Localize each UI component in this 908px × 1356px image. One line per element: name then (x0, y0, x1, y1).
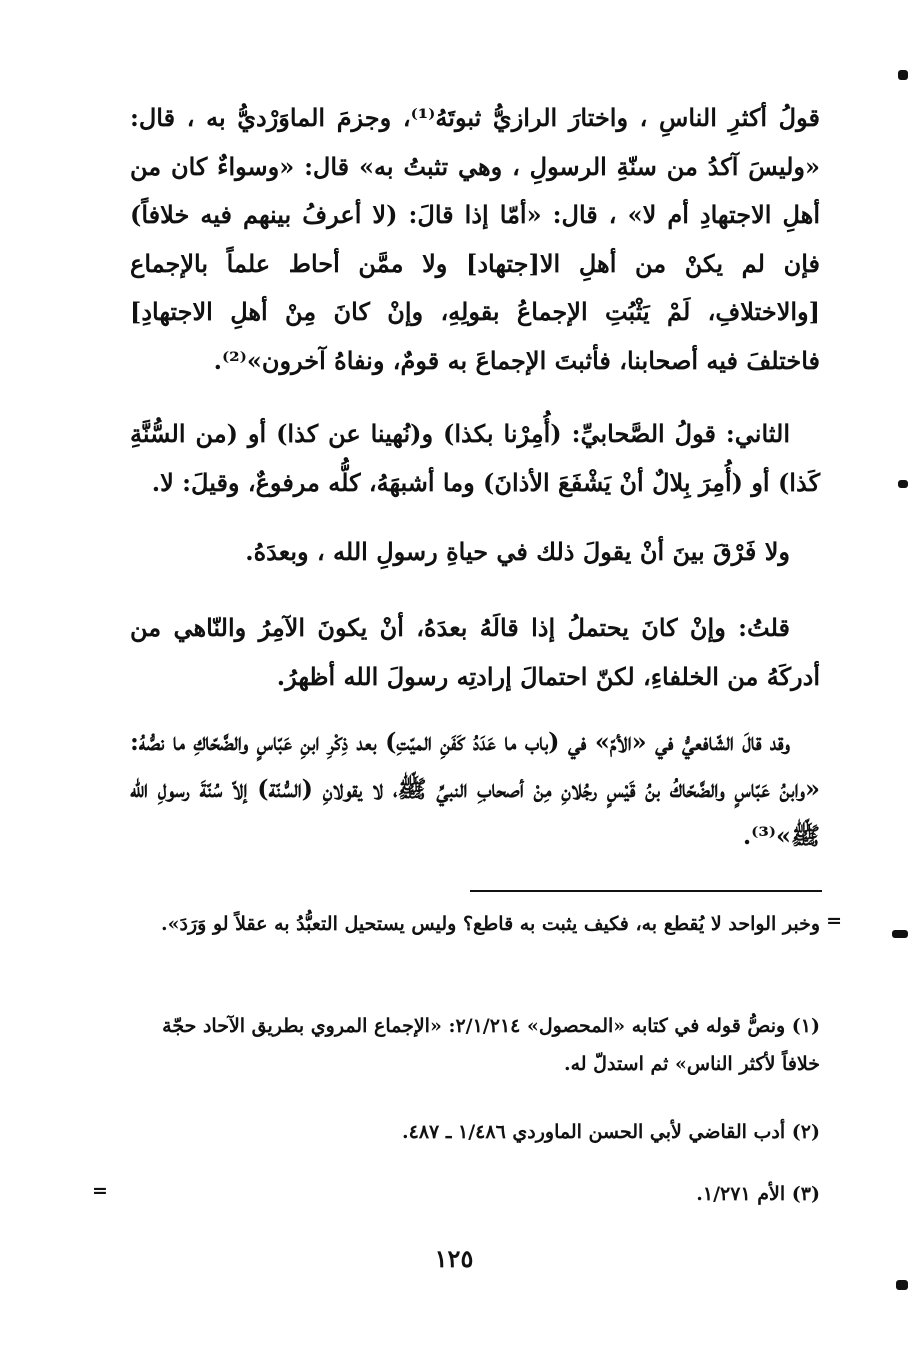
footnote-2: (٢) أدب القاضي لأبي الحسن الماوردي ١/٤٨٦ ـ ٤٨٧. (401, 1121, 820, 1143)
paragraph-4 (130, 604, 820, 701)
paragraph-5 (130, 718, 820, 859)
paragraph-3 (130, 528, 820, 577)
paragraph-text: وقد قالَ الشّافعيُّ في «الأمّ» في (باب ما عَدَدُ كَفَنِ الميّتِ) بعد ذِكْرِ ابنِ عَبّاسٍ والضَّحّاكِ ما نصُّهُ: «وابنُ عَبّاسٍ والضَّحّاكُ بنُ قَيْسٍ رجُلانِ مِنْ أصحابِ النبيِّ ﷺ، لا يقولانِ (السُّنّة) إلاّ سُنّةَ رسولِ الله ﷺ»⁽³⁾. (130, 727, 820, 850)
edge-mark (892, 930, 908, 938)
edge-mark (898, 480, 908, 488)
footnote-divider (470, 890, 822, 892)
paragraph-1 (130, 94, 820, 385)
footnote-1: (١) ونصُّ قوله في كتابه «المحصول» ٢/١/٢١٤: «الإجماع المروي بطريق الآحاد حجّة خلافاً لأكثر الناس» ثم استدلّ له. (162, 1015, 820, 1075)
paragraph-text: قولُ أكثرِ الناسِ ، واختارَ الرازيُّ ثبوتَهُ⁽¹⁾، وجزمَ الماوَرْديُّ به ، قال: «وليسَ آكدُ من سنّةِ الرسولِ ، وهي تثبتُ به» قال: «وسواءٌ كان من أهلِ الاجتهادِ أم لا» ، قال: «أمّا إذا قالَ: (لا أعرفُ بينهم فيه خلافاً) فإن لم يكنْ من أهلِ الا[جتهاد] ولا ممَّن أحاط علماً بالإجماع [والاختلافِ، لَمْ يَثْبُتِ الإجماعُ بقولِهِ، وإنْ كانَ مِنْ أهلِ الاجتهادِ] فاختلفَ فيه أصحابنا، فأثبتَ الإجماعَ به قومٌ، ونفاهُ آخرون»⁽²⁾. (130, 103, 820, 375)
footnote-3: (٣) الأم ١/٢٧١. (696, 1183, 820, 1205)
paragraph-2 (130, 410, 820, 507)
footnote-continuation-marker: = (826, 910, 842, 932)
paragraph-text: الثاني: قولُ الصَّحابيِّ: (أُمِرْنا بكذا) و(نُهينا عن كذا) أو (من السُّنَّةِ كَذا) أو (أُمِرَ بِلالٌ أنْ يَشْفَعَ الأذانَ) وما أشبهَهُ، كلُّه مرفوعٌ، وقيلَ: لا. (130, 419, 820, 497)
paragraph-text: قلتُ: وإنْ كانَ يحتملُ إذا قالَهُ بعدَهُ، أنْ يكونَ الآمِرُ والنّاهي من أدركَهُ من الخلفاءِ، لكنّ احتمالَ إرادتِه رسولَ الله أظهرُ. (130, 613, 820, 691)
edge-mark (896, 1280, 908, 1290)
footnote-continuation: وخبر الواحد لا يُقطع به، فكيف يثبت به قاطع؟ وليس يستحيل التعبُّدُ به عقلاً لو وَرَدَ». (161, 913, 820, 935)
edge-mark (898, 70, 908, 80)
footnote-end-marker: = (92, 1180, 108, 1202)
paragraph-text: ولا فَرْقَ بينَ أنْ يقولَ ذلك في حياةِ رسولِ الله ، وبعدَهُ. (245, 537, 790, 566)
page-number: ١٢٥ (434, 1244, 474, 1273)
